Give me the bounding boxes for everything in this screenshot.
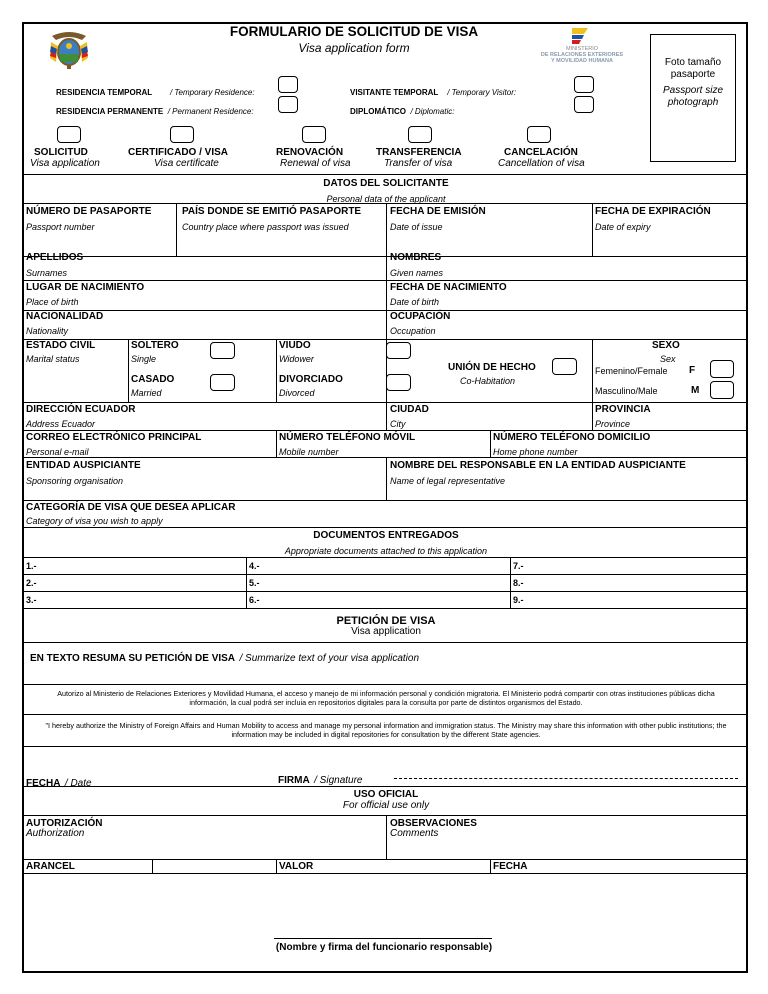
- sponsor-field[interactable]: Sponsoring organisation: [26, 476, 124, 486]
- married-label: CASADO: [131, 374, 175, 385]
- male-checkbox[interactable]: [710, 381, 734, 399]
- ministry-name-1: MINISTERIO: [565, 46, 599, 52]
- petition-subtitle: Visa application: [351, 626, 421, 637]
- single-en: Single: [131, 354, 157, 364]
- given-names-label: NOMBRES: [390, 252, 442, 263]
- expiry-date-field[interactable]: Date of expiry: [595, 222, 651, 232]
- widower-checkbox[interactable]: [386, 342, 411, 359]
- surnames-field[interactable]: Surnames: [26, 268, 68, 278]
- consent-text-es: Autorizo al Ministerio de Relaciones Exteriores y Movilidad Humana, el acceso y manejo de mi información personal y condición migratoria. El Ministerio podrá compartir con otras instituciones públicas dicha información, la cual podrá ser incluia en repositorios digitales para la consulta por parte de distintos organismos del Estado.: [57, 689, 715, 707]
- document-item-8[interactable]: 8.-: [513, 578, 524, 588]
- visa-category-field[interactable]: Category of visa you wish to apply: [26, 516, 163, 526]
- surnames-label: APELLIDOS: [26, 252, 84, 263]
- applicant-section-title: DATOS DEL SOLICITANTE: [323, 178, 449, 189]
- passport-number-label: NÚMERO DE PASAPORTE: [26, 206, 152, 217]
- sex-en: Sex: [660, 354, 676, 364]
- date-label: FECHA / Date: [26, 778, 92, 789]
- documents-subtitle: Appropriate documents attached to this application: [284, 546, 488, 556]
- cohabitation-label: UNIÓN DE HECHO: [448, 362, 536, 373]
- issue-date-field[interactable]: Date of issue: [390, 222, 443, 232]
- female-label: Femenino/Female: [595, 366, 668, 376]
- official-signature-caption: (Nombre y firma del funcionario responsable): [275, 942, 493, 953]
- sponsor-label: ENTIDAD AUSPICIANTE: [26, 460, 141, 471]
- single-label: SOLTERO: [131, 340, 179, 351]
- request-renovacion-label: RENOVACIÓN: [276, 147, 344, 158]
- document-item-3[interactable]: 3.-: [26, 595, 37, 605]
- official-use-title: USO OFICIAL: [353, 789, 419, 800]
- document-item-6[interactable]: 6.-: [249, 595, 260, 605]
- arancel-label: ARANCEL: [26, 861, 75, 872]
- request-renovacion-en: Renewal of visa: [280, 158, 351, 169]
- request-transferencia-label: TRANSFERENCIA: [376, 147, 462, 158]
- documents-title: DOCUMENTOS ENTREGADOS: [313, 530, 459, 541]
- residence-permanent-label: RESIDENCIA PERMANENTE / Permanent Residence:: [56, 107, 254, 116]
- diplomatic-checkbox[interactable]: [574, 96, 594, 113]
- cohabitation-checkbox[interactable]: [552, 358, 577, 375]
- nationality-label: NACIONALIDAD: [26, 311, 104, 322]
- request-cancelacion-checkbox[interactable]: [527, 126, 551, 143]
- nationality-field[interactable]: Nationality: [26, 326, 69, 336]
- male-letter: M: [691, 385, 700, 396]
- residence-permanent-checkbox[interactable]: [278, 96, 298, 113]
- petition-summary-field[interactable]: [26, 662, 746, 682]
- request-certificado-checkbox[interactable]: [170, 126, 194, 143]
- form-subtitle: Visa application form: [298, 41, 410, 55]
- applicant-section-subtitle: Personal data of the applicant: [326, 194, 446, 204]
- request-solicitud-label: SOLICITUD: [34, 147, 88, 158]
- home-phone-label: NÚMERO TELÉFONO DOMICILIO: [493, 432, 651, 443]
- authorization-en: Authorization: [26, 828, 85, 839]
- passport-number-field[interactable]: Passport number: [26, 222, 95, 232]
- official-signature-line[interactable]: [274, 938, 492, 939]
- address-field[interactable]: Address Ecuador: [26, 419, 96, 429]
- request-renovacion-checkbox[interactable]: [302, 126, 326, 143]
- document-item-1[interactable]: 1.-: [26, 561, 37, 571]
- given-names-field[interactable]: Given names: [390, 268, 444, 278]
- legal-rep-label: NOMBRE DEL RESPONSABLE EN LA ENTIDAD AUSPICIANTE: [390, 460, 686, 471]
- male-label: Masculino/Male: [595, 386, 658, 396]
- signature-label: FIRMA / Signature: [278, 775, 363, 786]
- widower-label: VIUDO: [279, 340, 311, 351]
- visitor-temporal-label: VISITANTE TEMPORAL / Temporary Visitor:: [350, 88, 517, 97]
- ministry-logo: [532, 26, 632, 68]
- ministry-name-2: DE RELACIONES EXTERIORES: [540, 52, 624, 58]
- passport-country-field[interactable]: Country place where passport was issued: [182, 222, 349, 232]
- document-item-7[interactable]: 7.-: [513, 561, 524, 571]
- divorced-label: DIVORCIADO: [279, 374, 343, 385]
- visa-category-label: CATEGORÍA DE VISA QUE DESEA APLICAR: [26, 502, 236, 513]
- residence-temporal-label: RESIDENCIA TEMPORAL / Temporary Residence:: [56, 88, 255, 97]
- married-en: Married: [131, 388, 162, 398]
- email-field[interactable]: Personal e-mail: [26, 447, 89, 457]
- form-frame: [22, 22, 748, 973]
- married-checkbox[interactable]: [210, 374, 235, 391]
- fecha-label: FECHA: [493, 861, 528, 872]
- marital-status-label: ESTADO CIVIL: [26, 340, 96, 351]
- female-letter: F: [689, 365, 696, 376]
- consent-text-en: "I hereby authorize the Ministry of Foreign Affairs and Human Mobility to access and manage my personal information and immigration status. The Ministry may share this information with other public institutions; the information may be included in digital repositories for consultation by the different State agencies.: [45, 721, 727, 739]
- document-item-5[interactable]: 5.-: [249, 578, 260, 588]
- petition-title: PETICIÓN DE VISA: [336, 615, 436, 627]
- photo-label-en: Passport size photograph: [662, 85, 724, 108]
- birth-date-field[interactable]: Date of birth: [390, 297, 440, 307]
- address-label: DIRECCIÓN ECUADOR: [26, 404, 136, 415]
- request-cancelacion-label: CANCELACIÓN: [504, 147, 578, 158]
- comments-label: OBSERVACIONES: [390, 818, 477, 829]
- passport-photo-box[interactable]: [650, 34, 736, 162]
- request-certificado-label: CERTIFICADO / VISA: [128, 147, 229, 158]
- request-certificado-en: Visa certificate: [154, 158, 219, 169]
- email-label: CORREO ELECTRÓNICO PRINCIPAL: [26, 432, 202, 443]
- divorced-checkbox[interactable]: [386, 374, 411, 391]
- occupation-field[interactable]: Occupation: [390, 326, 436, 336]
- request-cancelacion-en: Cancellation of visa: [498, 158, 585, 169]
- ministry-flag-icon: [570, 26, 590, 46]
- photo-label-es: Foto tamaño pasaporte: [664, 57, 722, 80]
- female-checkbox[interactable]: [710, 360, 734, 378]
- expiry-date-label: FECHA DE EXPIRACIÓN: [595, 206, 711, 217]
- cohabitation-en: Co-Habitation: [460, 376, 516, 386]
- document-item-4[interactable]: 4.-: [249, 561, 260, 571]
- divorced-en: Divorced: [279, 388, 315, 398]
- request-solicitud-en: Visa application: [30, 158, 100, 169]
- document-item-9[interactable]: 9.-: [513, 595, 524, 605]
- petition-summary-label: EN TEXTO RESUMA SU PETICIÓN DE VISA / Summarize text of your visa application: [30, 653, 420, 664]
- birth-place-label: LUGAR DE NACIMIENTO: [26, 282, 145, 293]
- residence-temporal-checkbox[interactable]: [278, 76, 298, 93]
- ecuador-coat-of-arms: [48, 28, 90, 70]
- widower-en: Widower: [279, 354, 314, 364]
- home-phone-field[interactable]: Home phone number: [493, 447, 578, 457]
- province-label: PROVINCIA: [595, 404, 651, 415]
- official-use-subtitle: For official use only: [342, 800, 430, 811]
- city-field[interactable]: City: [390, 419, 406, 429]
- sex-label: SEXO: [652, 340, 680, 351]
- authorization-label: AUTORIZACIÓN: [26, 818, 103, 829]
- signature-line[interactable]: [394, 778, 738, 779]
- occupation-label: OCUPACIÓN: [390, 311, 451, 322]
- birth-place-field[interactable]: Place of birth: [26, 297, 79, 307]
- valor-label: VALOR: [279, 861, 314, 872]
- birth-date-label: FECHA DE NACIMIENTO: [390, 282, 507, 293]
- form-title: FORMULARIO DE SOLICITUD DE VISA: [229, 24, 479, 39]
- legal-rep-field[interactable]: Name of legal representative: [390, 476, 506, 486]
- marital-status-en: Marital status: [26, 354, 80, 364]
- city-label: CIUDAD: [390, 404, 429, 415]
- mobile-field[interactable]: Mobile number: [279, 447, 339, 457]
- document-item-2[interactable]: 2.-: [26, 578, 37, 588]
- passport-country-label: PAÍS DONDE SE EMITIÓ PASAPORTE: [182, 206, 362, 217]
- visitor-temporal-checkbox[interactable]: [574, 76, 594, 93]
- request-transferencia-checkbox[interactable]: [408, 126, 432, 143]
- diplomatic-label: DIPLOMÁTICO / Diplomatic:: [350, 107, 455, 116]
- mobile-label: NÚMERO TELÉFONO MÓVIL: [279, 432, 416, 443]
- issue-date-label: FECHA DE EMISIÓN: [390, 206, 486, 217]
- request-solicitud-checkbox[interactable]: [57, 126, 81, 143]
- province-field[interactable]: Province: [595, 419, 631, 429]
- single-checkbox[interactable]: [210, 342, 235, 359]
- ministry-name-3: Y MOVILIDAD HUMANA: [551, 58, 613, 64]
- request-transferencia-en: Transfer of visa: [384, 158, 453, 169]
- comments-en: Comments: [390, 828, 439, 839]
